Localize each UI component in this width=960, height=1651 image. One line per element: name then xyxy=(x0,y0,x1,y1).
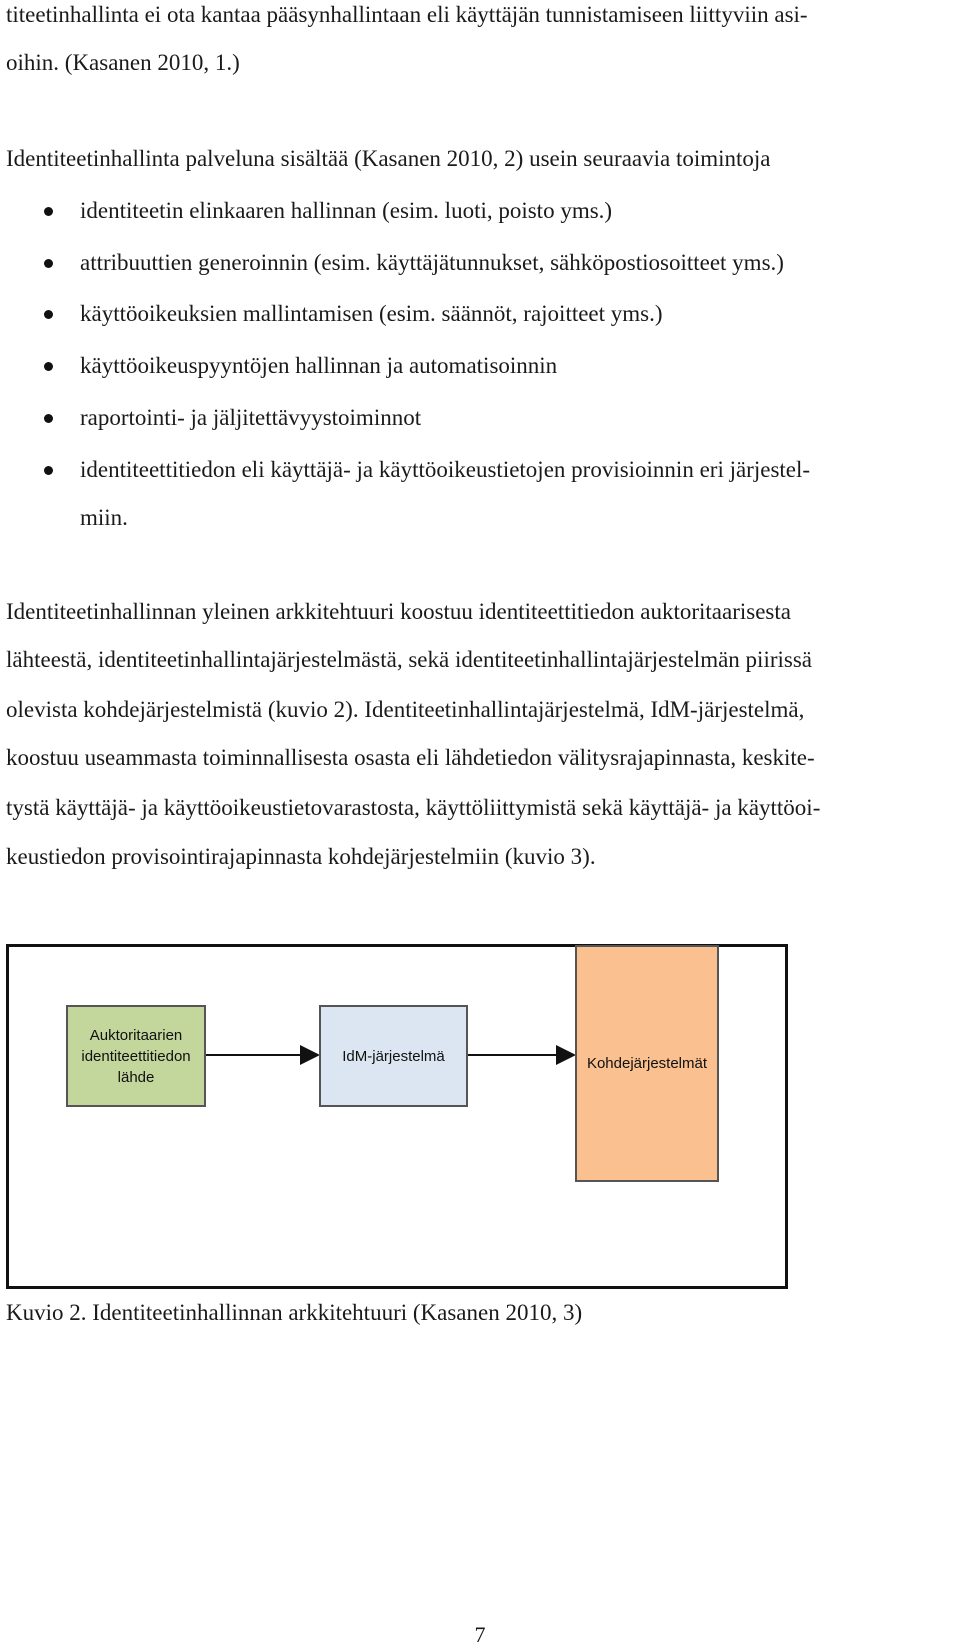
bullet-dot-icon xyxy=(44,259,53,268)
paragraph-line-6: keustiedon provisointirajapinnasta kohdejärjestelmiin (kuvio 3). xyxy=(6,844,596,869)
bullet-dot-icon xyxy=(44,207,53,216)
intro-line-2: oihin. (Kasanen 2010, 1.) xyxy=(6,50,240,75)
list-item: attribuuttien generoinnin (esim. käyttäjätunnukset, sähköpostiosoitteet yms.) xyxy=(80,250,784,275)
paragraph-line-1: Identiteetinhallinnan yleinen arkkitehtuuri koostuu identiteettitiedon auktoritaarisesta xyxy=(6,599,791,624)
idm-node-label: IdM-järjestelmä xyxy=(342,1047,445,1065)
page-number: 7 xyxy=(474,1622,486,1647)
list-item: käyttöoikeuksien mallintamisen (esim. säännöt, rajoitteet yms.) xyxy=(80,301,663,326)
paragraph-line-5: tystä käyttäjä- ja käyttöoikeustietovarastosta, käyttöliittymistä sekä käyttäjä- ja käyttöoi- xyxy=(6,795,821,820)
targets-node-label: Kohdejärjestelmät xyxy=(586,1055,708,1072)
source-node xyxy=(66,1005,206,1107)
source-node-label-3: lähde xyxy=(117,1068,155,1086)
bullet-dot-icon xyxy=(44,414,53,423)
list-item: raportointi- ja jäljitettävyystoiminnot xyxy=(80,405,422,430)
list-intro: Identiteetinhallinta palveluna sisältää (Kasanen 2010, 2) usein seuraavia toimintoja xyxy=(6,146,771,171)
source-node-label-2: identiteettitiedon xyxy=(81,1047,191,1065)
architecture-figure xyxy=(6,944,788,1289)
paragraph-line-3: olevista kohdejärjestelmistä (kuvio 2). Identiteetinhallintajärjestelmä, IdM-järjestelmä, xyxy=(6,697,805,722)
list-item: identiteetin elinkaaren hallinnan (esim. luoti, poisto yms.) xyxy=(80,198,613,223)
bullet-dot-icon xyxy=(44,466,53,475)
intro-line-1: titeetinhallinta ei ota kantaa pääsynhallintaan eli käyttäjän tunnistamiseen liittyviin asi- xyxy=(6,2,808,27)
bullet-dot-icon xyxy=(44,362,53,371)
list-item: käyttöoikeuspyyntöjen hallinnan ja automatisoinnin xyxy=(80,353,558,378)
bullet-dot-icon xyxy=(44,310,53,319)
paragraph-line-4: koostuu useammasta toiminnallisesta osasta eli lähdetiedon välitysrajapinnasta, keskite- xyxy=(6,745,815,770)
targets-node xyxy=(575,945,719,1182)
figure-caption: Kuvio 2. Identiteetinhallinnan arkkitehtuuri (Kasanen 2010, 3) xyxy=(6,1300,583,1325)
source-node-label-1: Auktoritaarien xyxy=(89,1026,183,1044)
list-item: identiteettitiedon eli käyttäjä- ja käyttöoikeustietojen provisioinnin eri järjestel- xyxy=(80,457,811,482)
paragraph-line-2: lähteestä, identiteetinhallintajärjestelmästä, sekä identiteetinhallintajärjestelmän piirissä xyxy=(6,647,812,672)
idm-node xyxy=(319,1005,468,1107)
list-item-continuation: miin. xyxy=(80,505,128,530)
